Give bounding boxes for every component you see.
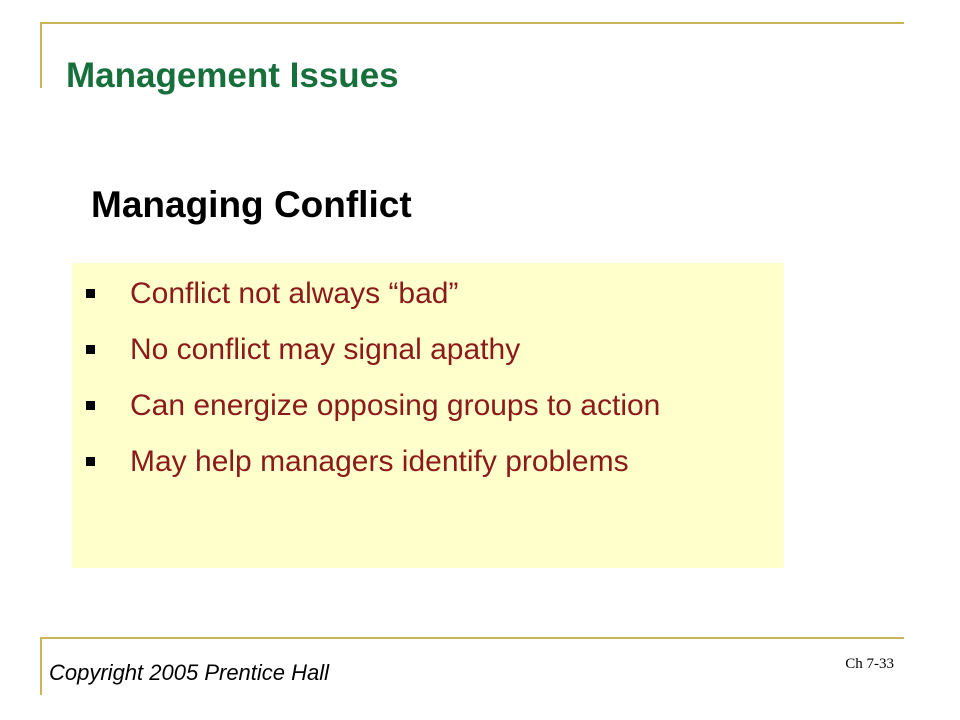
square-bullet-icon: [86, 289, 95, 298]
bullet-box: [72, 263, 784, 568]
bullet-item: [72, 387, 784, 425]
bullet-text: May help managers identify problems: [130, 445, 629, 478]
footer-copyright: Copyright 2005 Prentice Hall: [49, 660, 330, 685]
bullet-text: Conflict not always “bad”: [130, 277, 459, 310]
bullet-item: [72, 443, 784, 481]
frame-left-bottom-line: [40, 637, 42, 695]
frame-left-top-line: [40, 22, 42, 88]
bullet-text: Can energize opposing groups to action: [130, 389, 661, 422]
bullet-item: [72, 331, 784, 369]
square-bullet-icon: [86, 457, 95, 466]
slide-subtitle: Managing Conflict: [91, 184, 412, 225]
bullet-item: [72, 275, 784, 313]
slide-title: Management Issues: [66, 56, 399, 95]
square-bullet-icon: [86, 401, 95, 410]
square-bullet-icon: [86, 345, 95, 354]
footer-page-number: Ch 7-33: [845, 656, 894, 672]
frame-bottom-line: [40, 637, 904, 639]
frame-top-line: [40, 22, 904, 24]
bullet-list: [72, 275, 784, 481]
bullet-text: No conflict may signal apathy: [130, 333, 521, 366]
